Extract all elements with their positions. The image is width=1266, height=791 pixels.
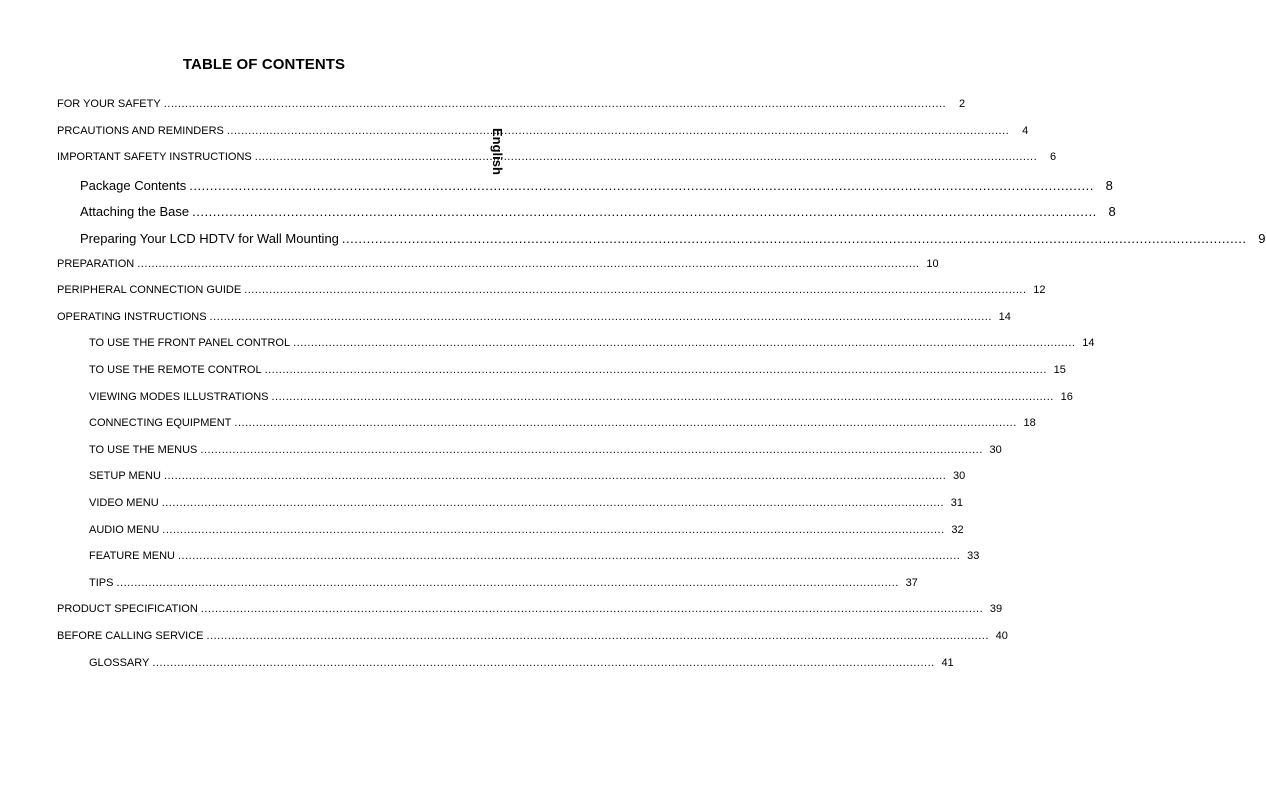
toc-entry [89,550,980,562]
toc-entry [80,204,1116,219]
toc-leader-dots: ............................................................................................................................................................................................................................ [271,391,1054,403]
toc-entry-page-number: 39 [989,603,1003,615]
toc-entry-page-number: 10 [926,258,939,270]
toc-entry-page-number: 33 [967,550,980,562]
toc-entry [57,603,1003,615]
toc-leader-dots: ............................................................................................................................................................................................................................ [162,524,945,536]
toc-entry-title: OPERATING INSTRUCTIONS [57,311,207,323]
toc-entry [89,337,1095,349]
toc-entry-page-number: 9 [1258,231,1266,246]
toc-entry-title: VIDEO MENU [89,497,159,509]
toc-leader-dots: ............................................................................................................................................................................................................................ [177,550,961,562]
toc-entry [89,364,1066,376]
toc-entry-title: IMPORTANT SAFETY INSTRUCTIONS [57,151,252,163]
toc-entry-title: GLOSSARY [89,657,150,669]
toc-entry [89,391,1073,403]
toc-leader-dots: ............................................................................................................................................................................................................................ [200,444,983,456]
toc-entry-title: TIPS [89,577,114,589]
toc-leader-dots: ............................................................................................................................................................................................................................ [137,258,920,270]
page-title: TABLE OF CONTENTS [182,56,346,73]
toc-leader-dots: ............................................................................................................................................................................................................................ [189,178,1094,193]
toc-entry-page-number: 18 [1023,417,1036,429]
toc-entry-title: VIEWING MODES ILLUSTRATIONS [89,391,269,403]
toc-leader-dots: ............................................................................................................................................................................................................................ [192,204,1097,219]
toc-entry-title: FOR YOUR SAFETY [57,98,161,110]
toc-entry [80,231,1266,246]
toc-entry [89,524,964,536]
toc-entry-page-number: 30 [989,444,1002,456]
toc-entry-page-number: 8 [1108,204,1116,219]
toc-entry-page-number: 41 [941,657,954,669]
toc-entry-page-number: 32 [951,524,964,536]
toc-entry-title: CONNECTING EQUIPMENT [89,417,232,429]
toc-leader-dots: ............................................................................................................................................................................................................................ [209,311,992,323]
toc-entry [89,497,964,509]
toc-entry-page-number: 15 [1053,364,1066,376]
toc-entry [80,178,1113,193]
toc-entry-page-number: 14 [998,311,1011,323]
toc-entry [89,417,1036,429]
toc-entry [89,470,966,482]
toc-entry-title: Preparing Your LCD HDTV for Wall Mounting [80,231,339,246]
toc-entry-title: PREPARATION [57,258,135,270]
toc-entry [57,258,939,270]
toc-entry-page-number: 12 [1033,284,1046,296]
toc-leader-dots: ............................................................................................................................................................................................................................ [293,337,1076,349]
toc-entry [57,630,1008,642]
toc-entry-title: TO USE THE REMOTE CONTROL [89,364,262,376]
toc-entry [89,577,918,589]
toc-entry-page-number: 6 [1050,151,1057,163]
toc-leader-dots: ............................................................................................................................................................................................................................ [264,364,1047,376]
toc-entry-title: Package Contents [80,178,187,193]
toc-entry-title: TO USE THE FRONT PANEL CONTROL [89,337,291,349]
toc-leader-dots: ............................................................................................................................................................................................................................ [234,417,1017,429]
toc-entry-title: PERIPHERAL CONNECTION GUIDE [57,284,242,296]
toc-leader-dots: ............................................................................................................................................................................................................................ [206,630,989,642]
toc-entry-title: FEATURE MENU [89,550,175,562]
toc-entry [57,151,1057,163]
toc-entry-page-number: 31 [950,497,964,509]
toc-entry-title: SETUP MENU [89,470,161,482]
toc-entry-page-number: 40 [995,630,1008,642]
toc-leader-dots: ............................................................................................................................................................................................................................ [254,151,1038,163]
toc-leader-dots: ............................................................................................................................................................................................................................ [152,657,935,669]
toc-entry [57,311,1011,323]
toc-entry-page-number: 2 [958,98,966,110]
toc-entry-page-number: 8 [1105,178,1113,193]
toc-leader-dots: ............................................................................................................................................................................................................................ [163,98,947,110]
toc-leader-dots: ............................................................................................................................................................................................................................ [244,284,1027,296]
toc-entry-page-number: 4 [1022,125,1029,137]
toc-leader-dots: ............................................................................................................................................................................................................................ [200,603,984,615]
toc-leader-dots: ............................................................................................................................................................................................................................ [161,497,945,509]
toc-entry-title: AUDIO MENU [89,524,160,536]
toc-entry-title: TO USE THE MENUS [89,444,198,456]
toc-entry [57,284,1046,296]
toc-entry [89,444,1002,456]
toc-entry [89,657,954,669]
toc-leader-dots: ............................................................................................................................................................................................................................ [226,125,1010,137]
toc-entry-title: PRODUCT SPECIFICATION [57,603,198,615]
toc-leader-dots: ............................................................................................................................................................................................................................ [116,577,899,589]
toc-entry-page-number: 37 [905,577,918,589]
toc-entry [57,125,1029,137]
toc-entry-title: Attaching the Base [80,204,190,219]
language-tab: English [490,128,505,175]
toc-entry-title: BEFORE CALLING SERVICE [57,630,204,642]
toc-entry-page-number: 14 [1082,337,1095,349]
toc-leader-dots: ............................................................................................................................................................................................................................ [163,470,947,482]
toc-entry [57,98,966,110]
toc-leader-dots: ............................................................................................................................................................................................................................ [341,231,1247,246]
toc-entry-page-number: 30 [953,470,966,482]
toc-entry-page-number: 16 [1060,391,1073,403]
toc-entry-title: PRCAUTIONS AND REMINDERS [57,125,224,137]
